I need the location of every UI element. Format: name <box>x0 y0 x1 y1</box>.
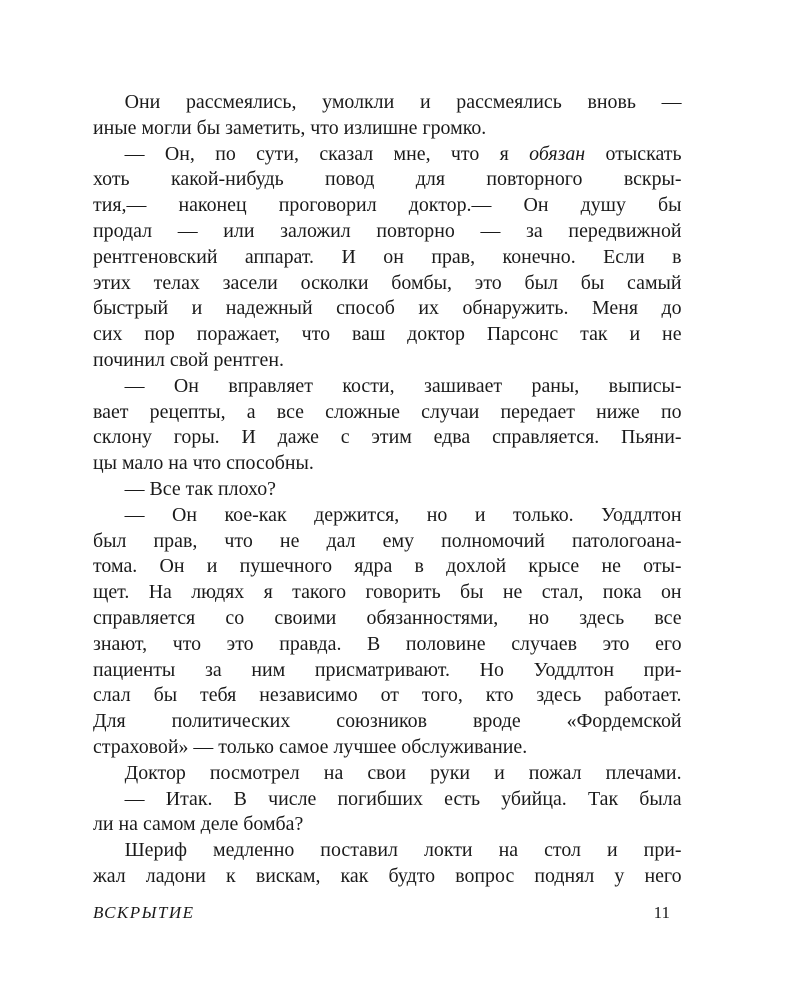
text-line: жал ладони к вискам, как будто вопрос поднял у него <box>93 865 682 887</box>
text-line-part: отыскать <box>585 143 682 165</box>
page-number: 11 <box>653 903 670 922</box>
text-line: Для политических союзников вроде «Фордемской <box>93 711 682 733</box>
running-title: ВСКРЫТИЕ <box>93 903 195 922</box>
text-line: — Все так плохо? <box>124 478 277 500</box>
text-line: рентгеновский аппарат. И он прав, конечно. Если в <box>93 246 682 268</box>
text-line: склону горы. И даже с этим едва справляется. Пьяни- <box>93 427 682 449</box>
text-line <box>93 142 682 168</box>
text-line: тия,— наконец проговорил доктор.— Он душу бы <box>93 195 682 217</box>
text-line: Доктор посмотрел на свои руки и пожал плечами. <box>124 762 682 784</box>
text-line: — Он вправляет кости, зашивает раны, выписы- <box>124 375 682 397</box>
text-line: знают, что это правда. В половине случаев это его <box>93 633 682 655</box>
text-line: справляется со своими обязанностями, но здесь все <box>93 607 682 629</box>
body-text <box>93 90 682 890</box>
page-footer <box>93 903 670 927</box>
text-line: иные могли бы заметить, что излишне громко. <box>93 117 487 139</box>
text-line: ли на самом деле бомба? <box>93 814 304 836</box>
emphasized-word: обязан <box>529 143 586 165</box>
text-line: страховой» — только самое лучшее обслуживание. <box>93 736 528 758</box>
text-line: Они рассмеялись, умолкли и рассмеялись вновь — <box>124 92 682 113</box>
text-line: сих пор поражает, что ваш доктор Парсонс так и не <box>93 324 682 346</box>
text-line: починил свой рентген. <box>93 349 285 371</box>
text-line: вает рецепты, а все сложные случаи передает ниже по <box>93 401 682 423</box>
text-line: тома. Он и пушечного ядра в дохлой крысе не оты- <box>93 556 682 578</box>
text-line: Шериф медленно поставил локти на стол и при- <box>124 840 682 862</box>
text-line: быстрый и надежный способ их обнаружить. Меня до <box>93 298 682 320</box>
text-line: пациенты за ним присматривают. Но Уоддлтон при- <box>93 659 682 681</box>
text-line: щет. На людях я такого говорить бы не стал, пока он <box>93 582 682 604</box>
text-line-part: — Он, по сути, сказал мне, что я <box>124 143 530 165</box>
text-line: продал — или заложил повторно — за передвижной <box>93 220 682 242</box>
text-line: — Итак. В числе погибших есть убийца. Так была <box>124 788 682 810</box>
text-line: этих телах засели осколки бомбы, это был бы самый <box>93 272 682 294</box>
text-line: цы мало на что способны. <box>93 453 314 475</box>
text-line: был прав, что не дал ему полномочий патологоана- <box>93 530 682 552</box>
text-line: — Он кое-как держится, но и только. Уоддлтон <box>124 504 682 526</box>
text-line: хоть какой-нибудь повод для повторного вскры- <box>93 169 682 191</box>
text-line: слал бы тебя независимо от того, кто здесь работает. <box>93 685 682 707</box>
